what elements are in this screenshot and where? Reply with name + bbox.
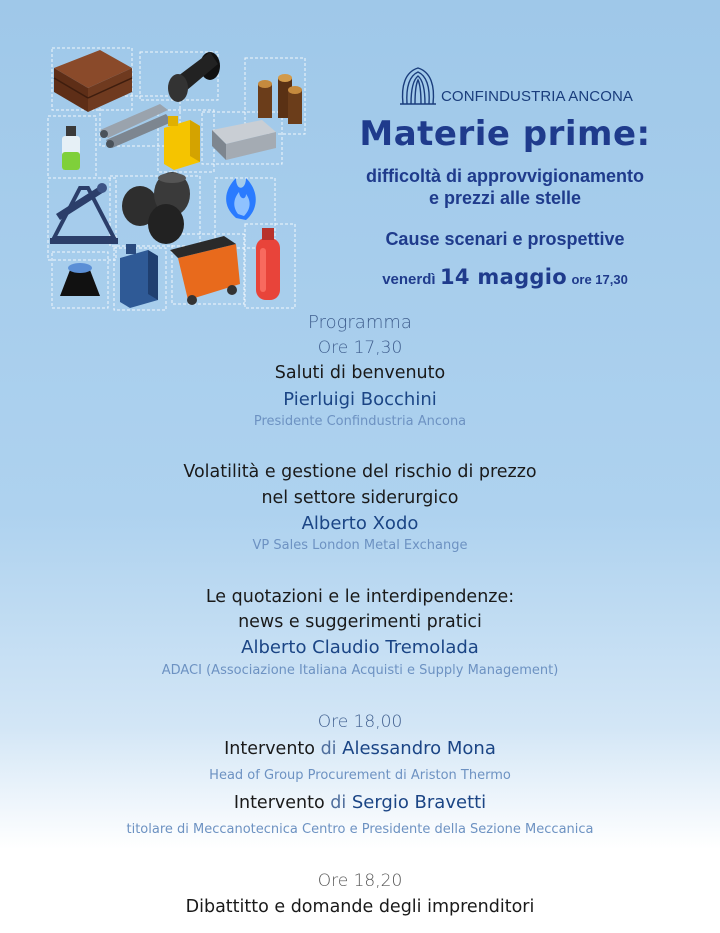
organization-logo — [399, 66, 633, 106]
tagline: Cause scenari e prospettive — [385, 229, 625, 249]
session2-time: Ore 18,00 — [317, 712, 403, 732]
jerrycan-icon — [164, 116, 200, 170]
welcome-speaker: Pierluigi Bocchini — [283, 389, 437, 410]
organization-name: CONFINDUSTRIA ANCONA — [441, 88, 634, 105]
event-date — [330, 265, 680, 289]
talk2-title-line-1: Le quotazioni e le interdipendenze: — [205, 587, 515, 607]
intervento-2-speaker: Sergio Bravetti — [351, 792, 487, 813]
roll-icon — [168, 52, 220, 102]
session3-time: Ore 18,20 — [317, 871, 403, 891]
program-heading: Programma — [308, 312, 412, 333]
confindustria-emblem-icon — [399, 66, 437, 106]
debate-label: Dibattitto e domande degli imprenditori — [185, 897, 535, 917]
subtitle — [322, 165, 688, 209]
intervento-2 — [0, 792, 720, 813]
talk1-title-line-2: nel settore siderurgico — [261, 488, 459, 508]
intervento-1 — [0, 738, 720, 759]
intervento-label: Intervento — [224, 739, 315, 759]
welcome-role: Presidente Confindustria Ancona — [253, 414, 467, 429]
oil-flask-icon — [60, 263, 100, 296]
talk1-title-line-1: Volatilità e gestione del rischio di prezzo — [183, 462, 537, 482]
fuel-can-icon — [120, 244, 158, 308]
page-title: Materie prime: — [359, 114, 651, 154]
logs-icon — [258, 74, 302, 124]
talk1-role: VP Sales London Metal Exchange — [252, 538, 468, 553]
session1-time: Ore 17,30 — [317, 338, 403, 358]
di-label: di — [330, 793, 347, 813]
coal-cart-icon — [170, 236, 240, 305]
talk2-title-line-2: news e suggerimenti pratici — [238, 612, 482, 632]
barrels-icon — [122, 172, 190, 244]
talk1-speaker: Alberto Xodo — [301, 513, 419, 534]
wood-planks-icon — [54, 50, 132, 112]
gas-flame-icon — [226, 178, 256, 220]
welcome-label: Saluti di benvenuto — [274, 363, 446, 383]
pump-jack-icon — [50, 183, 118, 244]
date-time: ore 17,30 — [571, 272, 628, 287]
intervento-2-role: titolare di Meccanotecnica Centro e Presidente della Sezione Meccanica — [126, 822, 594, 837]
intervento-1-role: Head of Group Procurement di Ariston Thermo — [209, 768, 511, 783]
di-label: di — [320, 739, 337, 759]
bottle-icon — [62, 126, 80, 170]
talk2-speaker: Alberto Claudio Tremolada — [241, 637, 479, 658]
raw-materials-illustration — [40, 38, 310, 316]
steel-beams-icon — [212, 120, 276, 160]
subtitle-line-2: e prezzi alle stelle — [428, 188, 582, 208]
date-day: 14 maggio — [440, 265, 567, 289]
intervento-label: Intervento — [233, 793, 325, 813]
subtitle-line-1: difficoltà di approvvigionamento — [365, 166, 644, 186]
gas-cylinder-icon — [256, 228, 280, 300]
intervento-1-speaker: Alessandro Mona — [342, 738, 496, 759]
talk2-role: ADACI (Associazione Italiana Acquisti e Supply Management) — [161, 663, 559, 678]
pipes-icon — [100, 104, 172, 148]
date-weekday: venerdì — [382, 271, 436, 288]
